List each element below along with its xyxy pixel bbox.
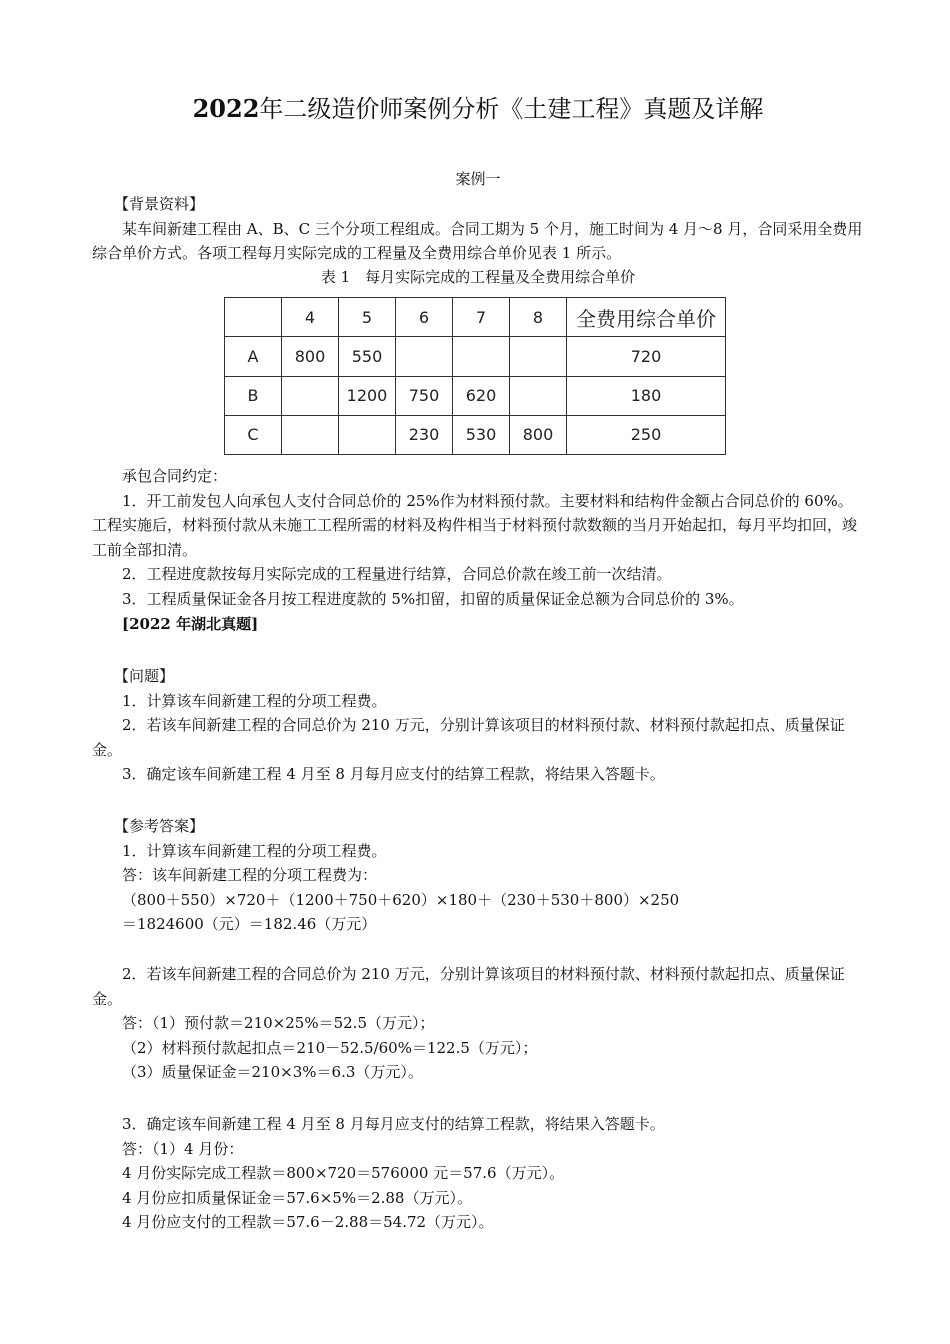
table-header-cell: 全费用综合单价 — [567, 298, 726, 337]
table-cell — [510, 376, 567, 415]
answer-2-line: （3）质量保证金＝210×3%＝6.3（万元）。 — [122, 1063, 423, 1082]
answer-3-question: 3．确定该车间新建工程 4 月至 8 月每月应支付的结算工程款，将结果入答题卡。 — [122, 1115, 665, 1133]
table-header-cell: 8 — [510, 298, 567, 337]
background-heading: 【背景资料】 — [114, 195, 205, 213]
table-header-cell: 6 — [396, 298, 453, 337]
questions-heading: 【问题】 — [114, 667, 175, 685]
table-cell: C — [225, 415, 282, 454]
table-cell — [510, 337, 567, 376]
table-header-cell: 5 — [339, 298, 396, 337]
table-caption: 表 1 每月实际完成的工程量及全费用综合单价 — [320, 268, 636, 286]
table-cell: 230 — [396, 415, 453, 454]
table-cell: 720 — [567, 337, 726, 376]
answer-2-line: 答：（1）预付款＝210×25%＝52.5（万元）； — [122, 1014, 435, 1033]
table-cell: 550 — [339, 337, 396, 376]
table-cell — [396, 337, 453, 376]
document-title — [92, 92, 864, 126]
table-header-cell: 4 — [282, 298, 339, 337]
answer-3-line: 4 月份实际完成工程款＝800×720＝576000 元＝57.6（万元）。 — [122, 1164, 565, 1183]
answer-2-line: （2）材料预付款起扣点＝210－52.5/60%＝122.5（万元）； — [122, 1038, 538, 1057]
contract-heading: 承包合同约定： — [122, 467, 228, 485]
contract-item: 1．开工前发包人向承包人支付合同总价的 25%作为材料预付款。主要材料和结构件金额占合同总价的 60%。工程实施后，材料预付款从未施工工程所需的材料及构件相当于材料预付款数额的当月开始起扣，每月平均扣回，竣工前全部扣清。 — [92, 491, 858, 559]
table-cell — [453, 337, 510, 376]
table-cell: 250 — [567, 415, 726, 454]
answer-3-line: 4 月份应支付的工程款＝57.6－2.88＝54.72（万元）。 — [122, 1213, 494, 1232]
contract-item: 2．工程进度款按每月实际完成的工程量进行结算，合同总价款在竣工前一次结清。 — [122, 565, 672, 584]
table-cell: 620 — [453, 376, 510, 415]
table-cell: B — [225, 376, 282, 415]
table-cell — [339, 415, 396, 454]
table-cell: 800 — [510, 415, 567, 454]
answer-3-line: 4 月份应扣质量保证金＝57.6×5%＝2.88（万元）。 — [122, 1188, 472, 1207]
question-item: 1．计算该车间新建工程的分项工程费。 — [122, 691, 387, 710]
table-cell: 800 — [282, 337, 339, 376]
answer-1-question: 1．计算该车间新建工程的分项工程费。 — [122, 841, 387, 860]
table-cell: 180 — [567, 376, 726, 415]
answer-1-line: ＝1824600（元）＝182.46（万元） — [122, 915, 377, 934]
table-header-cell — [225, 298, 282, 337]
table-cell: 530 — [453, 415, 510, 454]
contract-item: 3．工程质量保证金各月按工程进度款的 5%扣留，扣留的质量保证金总额为合同总价的 3%。 — [122, 589, 744, 608]
answer-3-line: 答：（1）4 月份： — [122, 1139, 244, 1158]
answer-1-line: （800＋550）×720＋（1200＋750＋620）×180＋（230＋530＋800）×250 — [122, 890, 680, 909]
answer-2-question: 2．若该车间新建工程的合同总价为 210 万元，分别计算该项目的材料预付款、材料预付款起扣点、质量保证金。 — [92, 965, 845, 1008]
table-row — [225, 337, 726, 376]
title-text: 年二级造价师案例分析《土建工程》真题及详解 — [259, 95, 764, 123]
table-row — [225, 376, 726, 415]
table-row — [225, 415, 726, 454]
background-paragraph: 某车间新建工程由 A、B、C 三个分项工程组成。合同工期为 5 个月，施工时间为 4 月～8 月，合同采用全费用综合单价方式。各项工程每月实际完成的工程量及全费用综合单价见表 1 所示。 — [92, 219, 863, 263]
table-cell: 750 — [396, 376, 453, 415]
table-header-cell: 7 — [453, 298, 510, 337]
answer-3-section — [92, 1112, 864, 1235]
answer-2-section — [92, 962, 864, 1085]
table-cell — [282, 415, 339, 454]
background-section — [92, 192, 864, 266]
question-item: 2．若该车间新建工程的合同总价为 210 万元，分别计算该项目的材料预付款、材料预付款起扣点、质量保证金。 — [92, 716, 845, 759]
exam-source: [2022 年湖北真题] — [122, 614, 259, 633]
table-cell — [282, 376, 339, 415]
answers-heading: 【参考答案】 — [114, 817, 205, 835]
table-cell: 1200 — [339, 376, 396, 415]
questions-section — [92, 664, 864, 787]
case-title: 案例一 — [455, 170, 501, 188]
answers-section — [92, 814, 864, 937]
table-header-row — [225, 298, 726, 337]
quantity-price-table — [224, 297, 726, 455]
table-cell: A — [225, 337, 282, 376]
answer-1-line: 答：该车间新建工程的分项工程费为： — [122, 866, 378, 885]
contract-section — [92, 464, 864, 636]
question-item: 3．确定该车间新建工程 4 月至 8 月每月应支付的结算工程款，将结果入答题卡。 — [122, 765, 665, 784]
title-year: 2022 — [192, 94, 260, 123]
